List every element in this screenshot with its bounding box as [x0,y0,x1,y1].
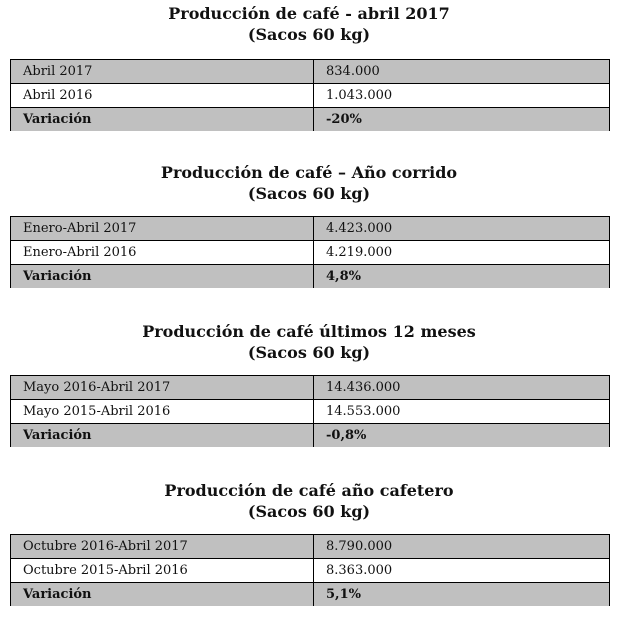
variation-value: 5,1% [314,583,610,607]
table-row [11,60,610,84]
table-row [11,376,610,400]
row-label: Octubre 2015-Abril 2016 [11,559,314,583]
variation-label: Variación [11,583,314,607]
title-line-1: Producción de café - abril 2017 [168,4,450,23]
section-title [0,162,618,204]
variation-label: Variación [11,108,314,132]
title-line-2: (Sacos 60 kg) [247,343,371,362]
row-label: Octubre 2016-Abril 2017 [11,535,314,559]
row-value: 1.043.000 [314,84,610,108]
title-line-2: (Sacos 60 kg) [247,502,371,521]
row-label: Enero-Abril 2017 [11,217,314,241]
variation-label: Variación [11,265,314,289]
row-value: 4.423.000 [314,217,610,241]
row-value: 8.363.000 [314,559,610,583]
production-table [10,216,610,288]
table-row [11,217,610,241]
section-title [0,3,618,45]
row-label: Enero-Abril 2016 [11,241,314,265]
row-value: 4.219.000 [314,241,610,265]
row-label: Abril 2016 [11,84,314,108]
table-row [11,559,610,583]
table-row [11,535,610,559]
variation-value: 4,8% [314,265,610,289]
row-label: Mayo 2015-Abril 2016 [11,400,314,424]
variation-label: Variación [11,424,314,448]
table-row [11,400,610,424]
variation-row [11,583,610,607]
row-value: 8.790.000 [314,535,610,559]
row-value: 14.553.000 [314,400,610,424]
table-row [11,241,610,265]
variation-row [11,265,610,289]
variation-row [11,424,610,448]
production-table [10,534,610,606]
variation-value: -0,8% [314,424,610,448]
variation-value: -20% [314,108,610,132]
row-value: 14.436.000 [314,376,610,400]
section-title [0,480,618,522]
production-table [10,375,610,447]
title-line-1: Producción de café – Año corrido [160,163,458,182]
row-label: Abril 2017 [11,60,314,84]
title-line-2: (Sacos 60 kg) [247,184,371,203]
section-title [0,321,618,363]
row-value: 834.000 [314,60,610,84]
title-line-1: Producción de café año cafetero [164,481,454,500]
table-row [11,84,610,108]
title-line-1: Producción de café últimos 12 meses [142,322,476,341]
title-line-2: (Sacos 60 kg) [247,25,371,44]
production-table [10,59,610,131]
variation-row [11,108,610,132]
row-label: Mayo 2016-Abril 2017 [11,376,314,400]
